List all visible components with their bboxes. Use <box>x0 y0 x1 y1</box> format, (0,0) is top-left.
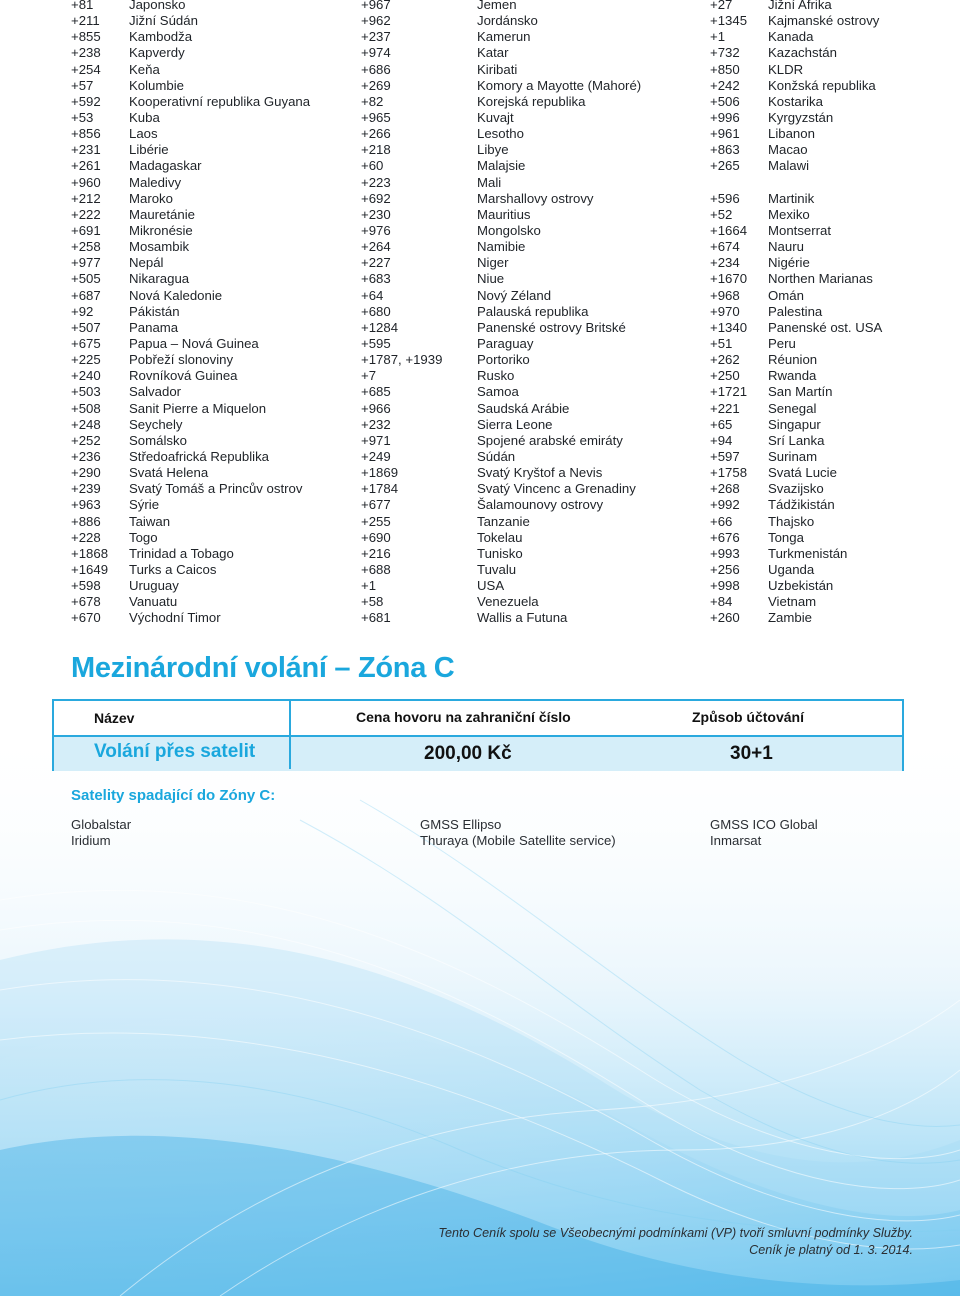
dialing-code: +678 <box>71 594 101 610</box>
country-name: Singapur <box>768 416 821 432</box>
country-name: Jordánsko <box>477 13 538 29</box>
dialing-code: +863 <box>710 142 740 158</box>
dialing-code: +1869 <box>361 465 399 481</box>
country-name: Libanon <box>768 126 815 142</box>
country-name: Namibie <box>477 239 526 255</box>
country-name: Nigérie <box>768 255 810 271</box>
satellite-name: GMSS Ellipso <box>420 817 502 832</box>
dialing-code: +269 <box>361 77 391 93</box>
dialing-code: +960 <box>71 174 101 190</box>
dialing-code: +996 <box>710 109 740 125</box>
country-name: Pobřeží slonoviny <box>129 352 234 368</box>
dialing-code: +676 <box>710 529 740 545</box>
dialing-code: +248 <box>71 416 101 432</box>
dialing-code: +674 <box>710 239 740 255</box>
dialing-code: +1664 <box>710 222 748 238</box>
dialing-code: +675 <box>71 335 101 351</box>
country-name: Paraguay <box>477 335 534 351</box>
dialing-code: +1787, +1939 <box>361 352 443 368</box>
country-name: Kapverdy <box>129 45 185 61</box>
dialing-code: +850 <box>710 61 740 77</box>
dialing-code: +230 <box>361 206 391 222</box>
dialing-code: +255 <box>361 513 391 529</box>
dialing-code: +963 <box>71 497 101 513</box>
country-name: Zambie <box>768 610 812 626</box>
dialing-code: +92 <box>71 303 94 319</box>
country-name: Kanada <box>768 29 814 45</box>
country-name: Malajsie <box>477 158 526 174</box>
dialing-code: +596 <box>710 190 740 206</box>
country-name: Madagaskar <box>129 158 202 174</box>
country-name: Turks a Caicos <box>129 561 217 577</box>
satellites-heading: Satelity spadající do Zóny C: <box>71 787 276 804</box>
dialing-code: +732 <box>710 45 740 61</box>
dialing-code: +688 <box>361 561 391 577</box>
country-name: Venezuela <box>477 594 539 610</box>
dialing-code: +503 <box>71 384 101 400</box>
country-name: Svatý Vincenc a Grenadiny <box>477 481 636 497</box>
zone-c-heading: Mezinárodní volání – Zóna C <box>71 652 455 684</box>
dialing-code: +677 <box>361 497 391 513</box>
country-name: Mali <box>477 174 502 190</box>
country-name: KLDR <box>768 61 804 77</box>
country-name: Středoafrická Republika <box>129 448 270 464</box>
country-name: Šalamounovy ostrovy <box>477 497 604 513</box>
country-name: Laos <box>129 126 158 142</box>
dialing-code: +1340 <box>710 319 748 335</box>
country-name: Seychely <box>129 416 183 432</box>
dialing-code: +680 <box>361 303 391 319</box>
dialing-code: +1784 <box>361 481 399 497</box>
dialing-code: +687 <box>71 287 101 303</box>
country-name: Sierra Leone <box>477 416 553 432</box>
country-name: Východní Timor <box>129 610 221 626</box>
country-name: Tonga <box>768 529 804 545</box>
country-name: Svazijsko <box>768 481 824 497</box>
country-name: Niger <box>477 255 509 271</box>
table-column-divider <box>289 701 291 769</box>
dialing-code: +262 <box>710 352 740 368</box>
dialing-code: +211 <box>71 13 100 29</box>
dialing-code: +681 <box>361 610 391 626</box>
dialing-code: +976 <box>361 222 391 238</box>
satellite-name: Inmarsat <box>710 833 762 848</box>
country-name: Mikronésie <box>129 222 193 238</box>
dialing-code: +64 <box>361 287 384 303</box>
country-name: Uzbekistán <box>768 578 834 594</box>
dialing-code: +27 <box>710 0 733 12</box>
country-name: Maledivy <box>129 174 182 190</box>
dialing-code: +690 <box>361 529 391 545</box>
dialing-code: +81 <box>71 0 94 12</box>
country-name: Tanzanie <box>477 513 530 529</box>
dialing-code: +968 <box>710 287 740 303</box>
dialing-code: +254 <box>71 61 101 77</box>
rate-table <box>52 699 904 771</box>
dialing-code: +971 <box>361 432 391 448</box>
dialing-code: +1 <box>361 578 377 594</box>
country-name: Salvador <box>129 384 182 400</box>
dialing-code: +692 <box>361 190 391 206</box>
dialing-code: +65 <box>710 416 733 432</box>
dialing-code: +84 <box>710 594 733 610</box>
footer-line-2: Ceník je platný od 1. 3. 2014. <box>749 1243 913 1257</box>
country-name: Nikaragua <box>129 271 190 287</box>
country-name: Saudská Arábie <box>477 400 570 416</box>
country-name: Mongolsko <box>477 222 541 238</box>
dialing-code: +222 <box>71 206 101 222</box>
dialing-code: +1670 <box>710 271 748 287</box>
satellite-group-3 <box>710 817 818 849</box>
country-name: Jemen <box>477 0 517 12</box>
dialing-code: +57 <box>71 77 94 93</box>
footer-line-1: Tento Ceník spolu se Všeobecnými podmínkami (VP) tvoří smluvní podmínky Služby. <box>438 1226 913 1240</box>
country-name: Somálsko <box>129 432 187 448</box>
footer-note <box>438 1225 913 1259</box>
dialing-code: +260 <box>710 610 740 626</box>
country-name: Malawi <box>768 158 810 174</box>
country-name: Kostarika <box>768 93 823 109</box>
country-name: Tuvalu <box>477 561 517 577</box>
dialing-code: +94 <box>710 432 733 448</box>
dialing-code: +993 <box>710 545 740 561</box>
dialing-code: +58 <box>361 594 384 610</box>
dialing-code: +239 <box>71 481 101 497</box>
dialing-code: +250 <box>710 368 740 384</box>
cell-price: 200,00 Kč <box>424 743 512 764</box>
country-name: Nový Zéland <box>477 287 552 303</box>
country-name: Kooperativní republika Guyana <box>129 93 311 109</box>
dialing-code: +962 <box>361 13 391 29</box>
dialing-code: +52 <box>710 206 733 222</box>
dialing-code: +238 <box>71 45 101 61</box>
country-name: Mosambik <box>129 239 190 255</box>
country-name: Martinik <box>768 190 815 206</box>
country-name: Keňa <box>129 61 160 77</box>
country-name: Palestina <box>768 303 823 319</box>
header-price: Cena hovoru na zahraniční číslo <box>356 709 571 725</box>
header-name: Název <box>94 710 135 726</box>
dialing-code: +221 <box>710 400 740 416</box>
country-name: USA <box>477 578 505 594</box>
dialing-code: +249 <box>361 448 391 464</box>
dialing-code: +1649 <box>71 561 109 577</box>
header-billing: Způsob účtování <box>692 709 804 725</box>
country-name: Rovníková Guinea <box>129 368 238 384</box>
country-name: Peru <box>768 335 796 351</box>
dialing-code: +686 <box>361 61 391 77</box>
dialing-code: +53 <box>71 109 94 125</box>
country-name: Tádžikistán <box>768 497 835 513</box>
country-name: Kajmanské ostrovy <box>768 13 880 29</box>
dialing-code: +1 <box>710 29 726 45</box>
dialing-code: +505 <box>71 271 101 287</box>
country-name: Surinam <box>768 448 818 464</box>
country-name: Vietnam <box>768 594 817 610</box>
dialing-code: +234 <box>710 255 740 271</box>
country-name: Svatý Tomáš a Princův ostrov <box>129 481 303 497</box>
country-name: Taiwan <box>129 513 171 529</box>
country-name: Nová Kaledonie <box>129 287 223 303</box>
country-name: Panama <box>129 319 179 335</box>
country-name: Pákistán <box>129 303 180 319</box>
dialing-code: +508 <box>71 400 101 416</box>
country-name: Japonsko <box>129 0 186 12</box>
dialing-code: +268 <box>710 481 740 497</box>
country-name: Nauru <box>768 239 804 255</box>
satellite-name: GMSS ICO Global <box>710 817 818 832</box>
dialing-code: +60 <box>361 158 384 174</box>
dialing-code: +598 <box>71 578 101 594</box>
dialing-code: +961 <box>710 126 740 142</box>
country-name: Kuba <box>129 109 160 125</box>
satellite-name: Iridium <box>71 833 111 848</box>
dialing-code: +1868 <box>71 545 109 561</box>
country-name: Portoriko <box>477 352 530 368</box>
dialing-code: +225 <box>71 352 101 368</box>
dialing-code: +66 <box>710 513 733 529</box>
country-name: Katar <box>477 45 509 61</box>
dialing-code: +1721 <box>710 384 748 400</box>
dialing-code: +992 <box>710 497 740 513</box>
country-name: Súdán <box>477 448 516 464</box>
country-name: Omán <box>768 287 804 303</box>
cell-billing: 30+1 <box>730 743 773 764</box>
country-name: Srí Lanka <box>768 432 825 448</box>
country-name: Sanit Pierre a Miquelon <box>129 400 267 416</box>
country-name: Senegal <box>768 400 817 416</box>
dialing-code: +223 <box>361 174 391 190</box>
country-name: Thajsko <box>768 513 815 529</box>
dialing-code: +977 <box>71 255 101 271</box>
country-name: Kiribati <box>477 61 518 77</box>
country-name: Samoa <box>477 384 519 400</box>
country-name: Svatý Kryštof a Nevis <box>477 465 603 481</box>
dialing-code: +7 <box>361 368 377 384</box>
country-name: Rwanda <box>768 368 817 384</box>
rate-table-row <box>54 735 902 771</box>
satellite-group-2 <box>420 817 616 849</box>
dialing-code: +506 <box>710 93 740 109</box>
country-name: Montserrat <box>768 222 832 238</box>
country-name: Rusko <box>477 368 515 384</box>
dialing-code: +856 <box>71 126 101 142</box>
dialing-code: +967 <box>361 0 391 12</box>
country-name: Kamerun <box>477 29 531 45</box>
dialing-code: +507 <box>71 319 101 335</box>
country-name: Jižní Afrika <box>768 0 832 12</box>
country-name: Wallis a Futuna <box>477 610 568 626</box>
country-name: Libye <box>477 142 509 158</box>
country-name: Marshallovy ostrovy <box>477 190 594 206</box>
dialing-code: +261 <box>71 158 101 174</box>
dialing-code: +228 <box>71 529 101 545</box>
satellite-name: Thuraya (Mobile Satellite service) <box>420 833 616 848</box>
dialing-code: +51 <box>710 335 733 351</box>
country-name: Kazachstán <box>768 45 837 61</box>
country-name: Uganda <box>768 561 815 577</box>
country-name: Konžská republika <box>768 77 876 93</box>
dialing-code: +237 <box>361 29 391 45</box>
country-name: Jižní Súdán <box>129 13 198 29</box>
country-name: Lesotho <box>477 126 524 142</box>
dialing-code: +264 <box>361 239 391 255</box>
dialing-code: +231 <box>71 142 101 158</box>
dialing-code: +670 <box>71 610 101 626</box>
country-name: Palauská republika <box>477 303 589 319</box>
dialing-code: +1345 <box>710 13 748 29</box>
country-name: Libérie <box>129 142 169 158</box>
dialing-code: +592 <box>71 93 101 109</box>
country-name: Mexiko <box>768 206 810 222</box>
dialing-code: +256 <box>710 561 740 577</box>
dialing-code: +232 <box>361 416 391 432</box>
dialing-code: +855 <box>71 29 101 45</box>
country-name: Mauritius <box>477 206 531 222</box>
country-name: Niue <box>477 271 505 287</box>
dialing-code: +216 <box>361 545 391 561</box>
country-name: Kuvajt <box>477 109 514 125</box>
country-name: Mauretánie <box>129 206 195 222</box>
country-name: Réunion <box>768 352 818 368</box>
dialing-code: +218 <box>361 142 391 158</box>
dialing-code: +242 <box>710 77 740 93</box>
dialing-code: +82 <box>361 93 384 109</box>
country-name: Vanuatu <box>129 594 178 610</box>
country-name: Macao <box>768 142 808 158</box>
country-name: Papua – Nová Guinea <box>129 335 259 351</box>
dialing-code: +595 <box>361 335 391 351</box>
dialing-code: +691 <box>71 222 101 238</box>
dialing-code: +965 <box>361 109 391 125</box>
country-name: Kyrgyzstán <box>768 109 834 125</box>
dialing-code: +886 <box>71 513 101 529</box>
country-name: San Martín <box>768 384 833 400</box>
dialing-code: +266 <box>361 126 391 142</box>
dialing-code: +212 <box>71 190 101 206</box>
country-name: Maroko <box>129 190 173 206</box>
dialing-code: +998 <box>710 578 740 594</box>
country-name: Nepál <box>129 255 164 271</box>
dialing-code: +683 <box>361 271 391 287</box>
country-name: Turkmenistán <box>768 545 848 561</box>
country-name: Kambodža <box>129 29 193 45</box>
country-name: Tunisko <box>477 545 523 561</box>
country-name: Uruguay <box>129 578 179 594</box>
dialing-code: +236 <box>71 448 101 464</box>
country-name: Tokelau <box>477 529 523 545</box>
country-name: Panenské ostrovy Britské <box>477 319 626 335</box>
country-name: Spojené arabské emiráty <box>477 432 623 448</box>
dialing-code: +252 <box>71 432 101 448</box>
rate-table-header-row <box>54 701 902 735</box>
dialing-code: +227 <box>361 255 391 271</box>
cell-service-name: Volání přes satelit <box>94 741 256 762</box>
dialing-code: +1758 <box>710 465 748 481</box>
dialing-code: +1284 <box>361 319 399 335</box>
dialing-code: +597 <box>710 448 740 464</box>
country-name: Svatá Helena <box>129 465 209 481</box>
dialing-code: +290 <box>71 465 101 481</box>
country-name: Togo <box>129 529 158 545</box>
country-name: Sýrie <box>129 497 160 513</box>
dialing-code: +685 <box>361 384 391 400</box>
dialing-code: +240 <box>71 368 101 384</box>
satellite-group-1 <box>71 817 131 849</box>
dialing-code: +974 <box>361 45 391 61</box>
dialing-code: +970 <box>710 303 740 319</box>
country-name: Northen Marianas <box>768 271 873 287</box>
country-name: Korejská republika <box>477 93 586 109</box>
country-name: Trinidad a Tobago <box>129 545 234 561</box>
satellite-name: Globalstar <box>71 817 132 832</box>
dialing-code: +258 <box>71 239 101 255</box>
dialing-code: +966 <box>361 400 391 416</box>
country-name: Komory a Mayotte (Mahoré) <box>477 77 642 93</box>
country-name: Panenské ost. USA <box>768 319 883 335</box>
country-name: Kolumbie <box>129 77 184 93</box>
country-name: Svatá Lucie <box>768 465 837 481</box>
dialing-code: +265 <box>710 158 740 174</box>
